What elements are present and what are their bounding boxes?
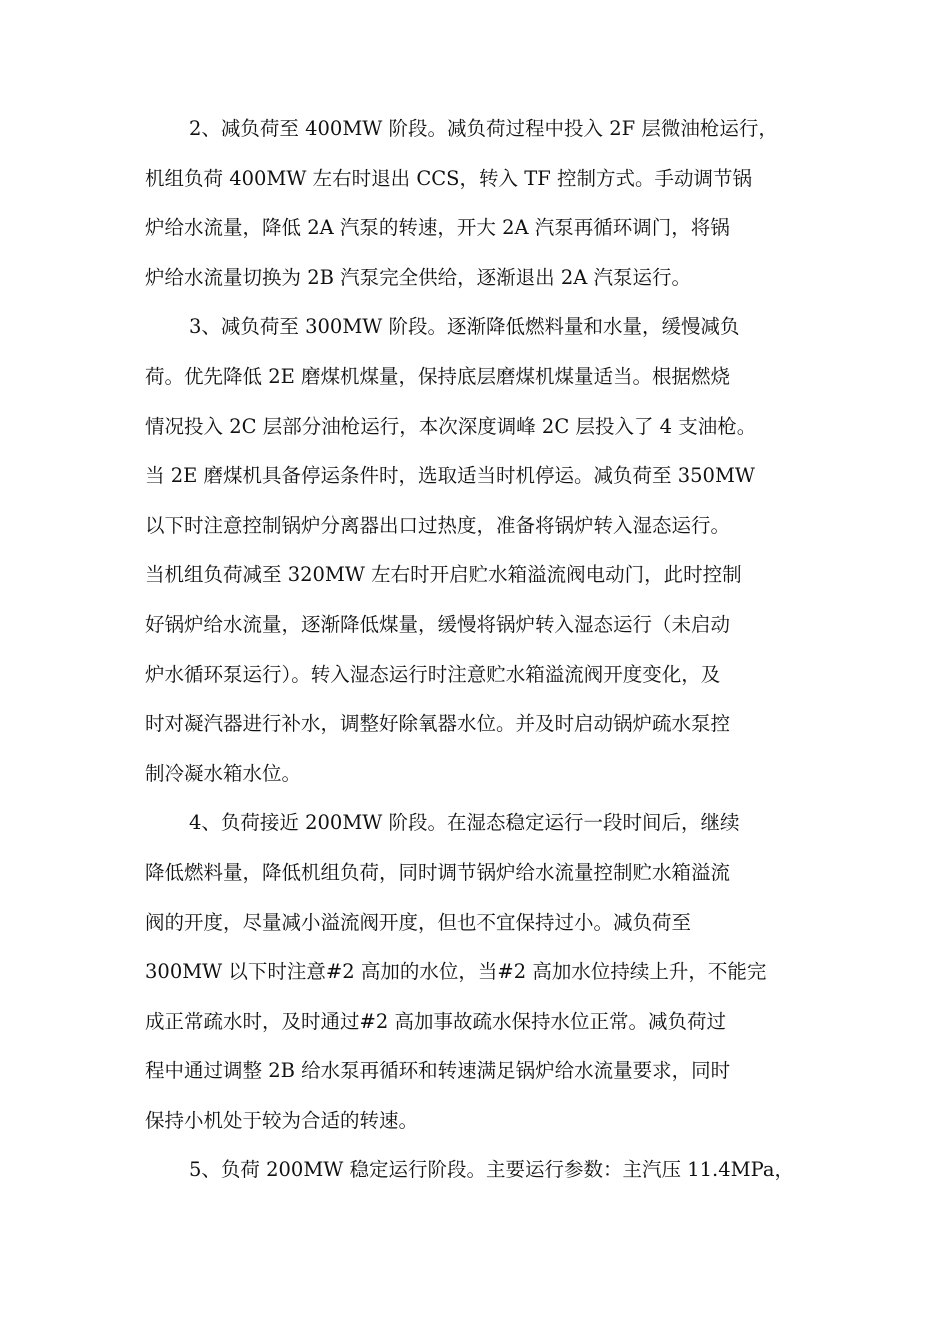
text-line: 炉给水流量切换为 2B 汽泵完全供给，逐渐退出 2A 汽泵运行。 xyxy=(145,265,692,289)
document-body xyxy=(145,104,825,1195)
text-line: 保持小机处于较为合适的转速。 xyxy=(145,1108,419,1132)
text-line: 当 2E 磨煤机具备停运条件时，选取适当时机停运。减负荷至 350MW xyxy=(145,464,755,488)
text-line: 3、减负荷至 300MW 阶段。逐渐降低燃料量和水量，缓慢减负 xyxy=(189,315,740,339)
text-line: 炉水循环泵运行）。转入湿态运行时注意贮水箱溢流阀开度变化，及 xyxy=(145,662,721,686)
text-line: 2、减负荷至 400MW 阶段。减负荷过程中投入 2F 层微油枪运行， xyxy=(189,117,778,140)
text-line: 成正常疏水时，及时通过#2 高加事故疏水保持水位正常。减负荷过 xyxy=(145,1009,726,1033)
text-line: 5、负荷 200MW 稳定运行阶段。主要运行参数：主汽压 11.4MPa， xyxy=(189,1158,794,1182)
text-line: 4、负荷接近 200MW 阶段。在湿态稳定运行一段时间后，继续 xyxy=(189,811,740,835)
text-line: 时对凝汽器进行补水，调整好除氧器水位。并及时启动锅炉疏水泵控 xyxy=(145,712,731,736)
text-line: 制冷凝水箱水位。 xyxy=(145,761,302,785)
text-line: 降低燃料量，降低机组负荷，同时调节锅炉给水流量控制贮水箱溢流 xyxy=(145,860,731,884)
text-line: 炉给水流量，降低 2A 汽泵的转速，开大 2A 汽泵再循环调门，将锅 xyxy=(145,216,730,240)
text-line: 阀的开度，尽量减小溢流阀开度，但也不宜保持过小。减负荷至 xyxy=(145,910,692,934)
text-line: 荷。优先降低 2E 磨煤机煤量，保持底层磨煤机煤量适当。根据燃烧 xyxy=(145,364,731,388)
text-line: 当机组负荷减至 320MW 左右时开启贮水箱溢流阀电动门，此时控制 xyxy=(145,563,742,587)
text-line: 程中通过调整 2B 给水泵再循环和转速满足锅炉给水流量要求，同时 xyxy=(145,1059,731,1083)
text-line: 以下时注意控制锅炉分离器出口过热度，准备将锅炉转入湿态运行。 xyxy=(145,513,731,537)
text-line: 机组负荷 400MW 左右时退出 CCS，转入 TF 控制方式。手动调节锅 xyxy=(145,166,752,190)
text-line: 情况投入 2C 层部分油枪运行，本次深度调峰 2C 层投入了 4 支油枪。 xyxy=(145,414,757,438)
text-line: 300MW 以下时注意#2 高加的水位，当#2 高加水位持续上升，不能完 xyxy=(145,960,767,984)
text-line: 好锅炉给水流量，逐渐降低煤量，缓慢将锅炉转入湿态运行（未启动 xyxy=(145,612,731,636)
